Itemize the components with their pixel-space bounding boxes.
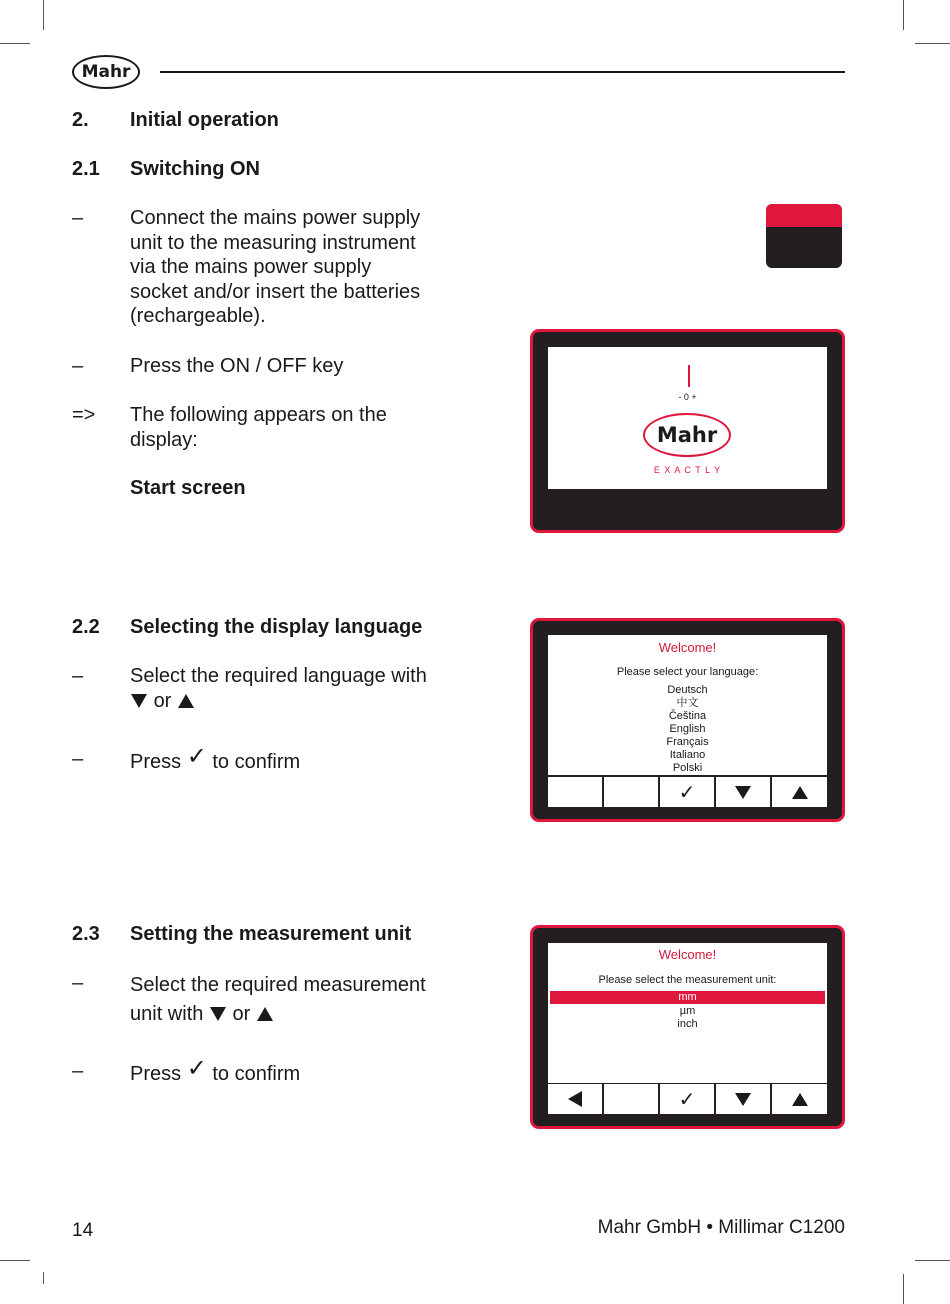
step-line: socket and/or insert the batteries xyxy=(130,280,421,303)
unit-option[interactable]: µm xyxy=(679,1005,696,1017)
up-arrow-icon xyxy=(257,1007,273,1021)
step-bullet: – xyxy=(72,1060,84,1082)
header-rule xyxy=(160,71,845,73)
softkey-up[interactable] xyxy=(772,777,827,807)
step-bullet: – xyxy=(72,207,84,229)
check-icon: ✓ xyxy=(678,1088,696,1111)
step-text xyxy=(130,403,387,452)
unit-with-text: unit with xyxy=(130,1003,204,1025)
pointer-line xyxy=(688,365,690,387)
language-option[interactable]: Polski xyxy=(672,762,703,774)
step-line: Connect the mains power supply xyxy=(130,207,421,229)
softkey-up[interactable] xyxy=(772,1084,827,1114)
mahr-screen-logo xyxy=(643,413,731,457)
section-number: 2.1 xyxy=(72,158,100,180)
section-number: 2.3 xyxy=(72,923,100,945)
crop-mark xyxy=(0,43,30,44)
step-text xyxy=(130,206,420,329)
crop-mark xyxy=(0,1260,30,1261)
softkey-confirm[interactable] xyxy=(660,777,714,807)
softkey-blank[interactable] xyxy=(548,777,602,807)
on-off-key-top xyxy=(766,204,842,227)
page-number: 14 xyxy=(72,1220,94,1241)
tagline: E X A C T L Y xyxy=(653,465,722,475)
crop-mark xyxy=(915,1260,950,1261)
step-bullet: – xyxy=(72,665,84,687)
section-title xyxy=(130,157,260,182)
unit-prompt: Please select the measurement unit: xyxy=(598,974,777,986)
crop-mark xyxy=(43,0,44,30)
section-title: Selecting the display language xyxy=(130,616,423,638)
check-icon: ✓ xyxy=(186,743,207,770)
step-text xyxy=(130,664,427,713)
down-arrow-icon xyxy=(131,694,147,708)
softkey-row xyxy=(548,1084,827,1114)
scale-label: - 0 + xyxy=(678,392,697,402)
or-text: or xyxy=(232,1003,251,1025)
up-arrow-icon xyxy=(178,694,194,708)
confirm-text: to confirm xyxy=(212,1063,301,1085)
device-start-screen xyxy=(530,329,845,533)
unit-option-selected[interactable]: mm xyxy=(550,991,825,1004)
welcome-text: Welcome! xyxy=(658,947,717,962)
unit-option[interactable]: inch xyxy=(677,1018,698,1030)
language-prompt: Please select your language: xyxy=(616,666,759,678)
section-title: Initial operation xyxy=(130,109,279,131)
or-text: or xyxy=(153,689,172,712)
language-option[interactable]: Français xyxy=(666,736,709,748)
down-arrow-icon xyxy=(735,1093,751,1106)
on-off-key xyxy=(766,204,842,268)
softkey-down[interactable] xyxy=(716,1084,770,1114)
press-text: Press xyxy=(130,1063,182,1085)
step-text xyxy=(130,971,426,1029)
crop-mark xyxy=(915,43,950,44)
step-line: Select the required measurement xyxy=(130,974,426,996)
check-icon: ✓ xyxy=(678,781,696,804)
down-arrow-icon xyxy=(735,786,751,799)
step-line: Select the required language with xyxy=(130,665,427,687)
softkey-blank[interactable] xyxy=(604,1084,658,1114)
language-option[interactable]: 中文 xyxy=(676,697,699,709)
step-text xyxy=(130,1055,301,1087)
device-unit-screen xyxy=(530,925,845,1129)
press-text: Press xyxy=(130,751,182,773)
language-option[interactable]: English xyxy=(669,723,706,735)
welcome-text: Welcome! xyxy=(658,640,717,655)
screen-logo-text: Mahr xyxy=(656,423,718,447)
crop-mark xyxy=(43,1272,44,1284)
device-language-screen xyxy=(530,618,845,822)
display xyxy=(548,943,827,1083)
left-arrow-icon xyxy=(568,1091,582,1107)
step-line: unit to the measuring instrument xyxy=(130,231,416,254)
step-line xyxy=(130,689,427,714)
start-screen-caption: Start screen xyxy=(130,477,246,499)
language-option[interactable]: Čeština xyxy=(668,710,707,722)
step-bullet: – xyxy=(72,748,84,770)
display xyxy=(548,347,827,489)
logo-text: Mahr xyxy=(81,62,131,82)
step-text xyxy=(130,743,301,775)
language-option[interactable]: Italiano xyxy=(669,749,706,761)
step-bullet: – xyxy=(72,972,84,994)
step-text: Press the ON / OFF key xyxy=(130,355,344,377)
confirm-text: to confirm xyxy=(212,751,301,773)
step-line: via the mains power supply xyxy=(130,256,372,278)
down-arrow-icon xyxy=(210,1007,226,1021)
crop-mark xyxy=(903,0,904,30)
footer-text: Mahr GmbH • Millimar C1200 xyxy=(597,1217,845,1238)
section-title: Setting the measurement unit xyxy=(130,923,412,945)
softkey-left[interactable] xyxy=(548,1084,602,1114)
step-line xyxy=(130,1000,426,1029)
up-arrow-icon xyxy=(792,1093,808,1106)
step-line: The following appears on the xyxy=(130,404,387,426)
language-option[interactable]: Deutsch xyxy=(667,684,708,696)
step-line: (rechargeable). xyxy=(130,305,266,327)
step-bullet: – xyxy=(72,355,84,377)
section-title-text: Switching ON xyxy=(130,158,260,180)
softkey-confirm[interactable] xyxy=(660,1084,714,1114)
softkey-row xyxy=(548,777,827,807)
up-arrow-icon xyxy=(792,786,808,799)
step-bullet: => xyxy=(72,404,96,426)
display xyxy=(548,635,827,775)
section-number: 2.2 xyxy=(72,616,100,638)
crop-mark xyxy=(903,1274,904,1304)
check-icon: ✓ xyxy=(186,1055,207,1082)
softkey-down[interactable] xyxy=(716,777,770,807)
mahr-logo xyxy=(72,55,140,89)
softkey-blank[interactable] xyxy=(604,777,658,807)
section-number: 2. xyxy=(72,109,89,131)
step-line: display: xyxy=(130,428,198,451)
